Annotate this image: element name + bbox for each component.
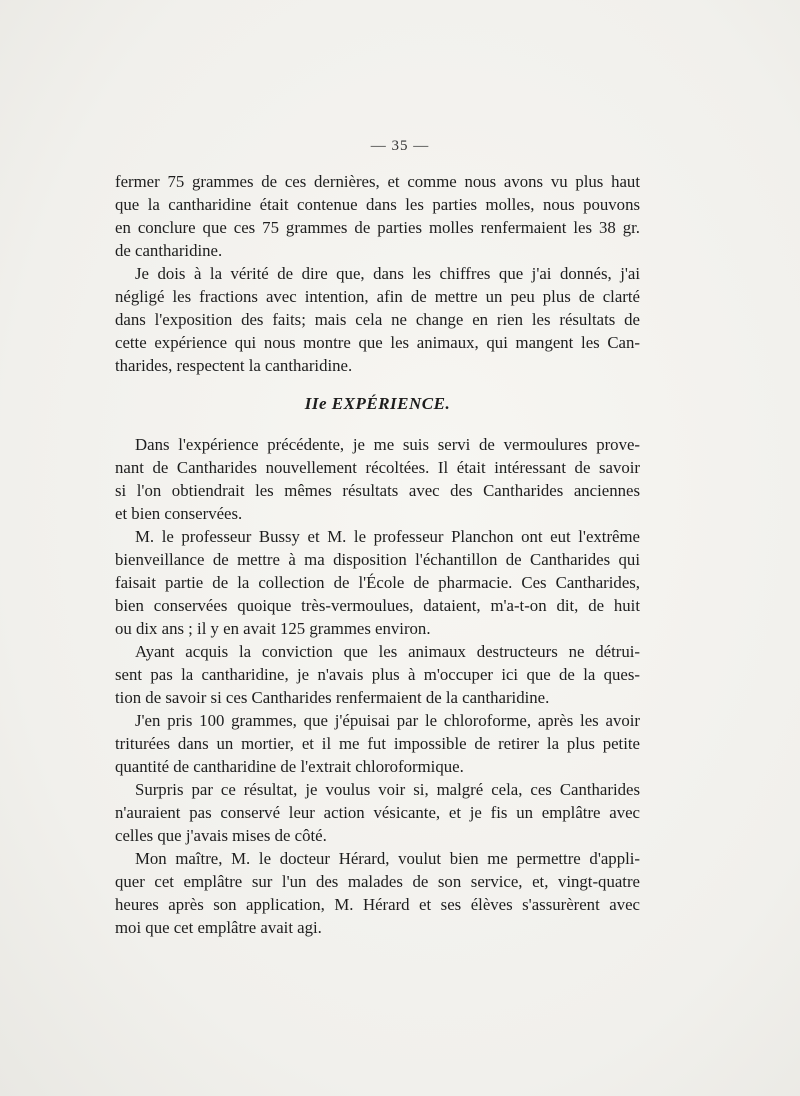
body-text [115,170,640,939]
paragraph [115,778,640,847]
text-line: J'en pris 100 grammes, que j'épuisai par le chloroforme, après les avoir [135,711,640,730]
text-line: tion de savoir si ces Cantharides renfermaient de la cantharidine. [115,688,550,707]
text-line: bienveillance de mettre à ma disposition l'échantillon de Cantharides qui [115,550,640,569]
paragraph [115,433,640,525]
text-line: dans l'exposition des faits; mais cela ne change en rien les résultats de [115,310,640,329]
text-line: sent pas la cantharidine, je n'avais plus à m'occuper ici que de la ques- [115,665,640,684]
text-line: si l'on obtiendrait les mêmes résultats avec des Cantharides anciennes [115,481,640,500]
text-line: Dans l'expérience précédente, je me suis servi de vermoulures prove- [135,435,640,454]
text-line: fermer 75 grammes de ces dernières, et comme nous avons vu plus haut [115,172,640,191]
text-line: quantité de cantharidine de l'extrait chloroformique. [115,757,464,776]
paragraph [115,262,640,377]
text-line: de cantharidine. [115,241,223,260]
paragraph [115,170,640,262]
text-line: bien conservées quoique très-vermoulues, dataient, m'a-t-on dit, de huit [115,596,640,615]
text-line: Mon maître, M. le docteur Hérard, voulut bien me permettre d'appli- [135,849,640,868]
paragraph [115,525,640,640]
text-line: heures après son application, M. Hérard et ses élèves s'assurèrent avec [115,895,640,914]
paragraph [115,640,640,709]
text-line: et bien conservées. [115,504,243,523]
text-line: celles que j'avais mises de côté. [115,826,327,845]
section-heading: IIe EXPÉRIENCE. [304,394,451,413]
page-number: — 35 — [370,138,430,154]
text-line: tharides, respectent la cantharidine. [115,356,353,375]
text-line: n'auraient pas conservé leur action vésicante, et je fis un emplâtre avec [115,803,640,822]
paragraph [115,709,640,778]
text-line: Surpris par ce résultat, je voulus voir si, malgré cela, ces Cantharides [135,780,640,799]
text-line: que la cantharidine était contenue dans les parties molles, nous pouvons [115,195,640,214]
text-line: quer cet emplâtre sur l'un des malades de son service, et, vingt-quatre [115,872,640,891]
text-line: Je dois à la vérité de dire que, dans les chiffres que j'ai donnés, j'ai [135,264,640,283]
text-line: négligé les fractions avec intention, afin de mettre un peu plus de clarté [115,287,640,306]
text-line: M. le professeur Bussy et M. le professeur Planchon ont eut l'extrême [135,527,640,546]
text-line: ou dix ans ; il y en avait 125 grammes environ. [115,619,431,638]
text-line: en conclure que ces 75 grammes de parties molles renfermaient les 38 gr. [115,218,640,237]
paragraph [115,847,640,939]
text-line: moi que cet emplâtre avait agi. [115,918,322,937]
text-line: triturées dans un mortier, et il me fut impossible de retirer la plus petite [115,734,640,753]
text-line: cette expérience qui nous montre que les animaux, qui mangent les Can- [115,333,640,352]
text-line: faisait partie de la collection de l'École de pharmacie. Ces Cantharides, [115,573,640,592]
text-line: Ayant acquis la conviction que les animaux destructeurs ne détrui- [135,642,640,661]
text-line: nant de Cantharides nouvellement récoltées. Il était intéressant de savoir [115,458,640,477]
